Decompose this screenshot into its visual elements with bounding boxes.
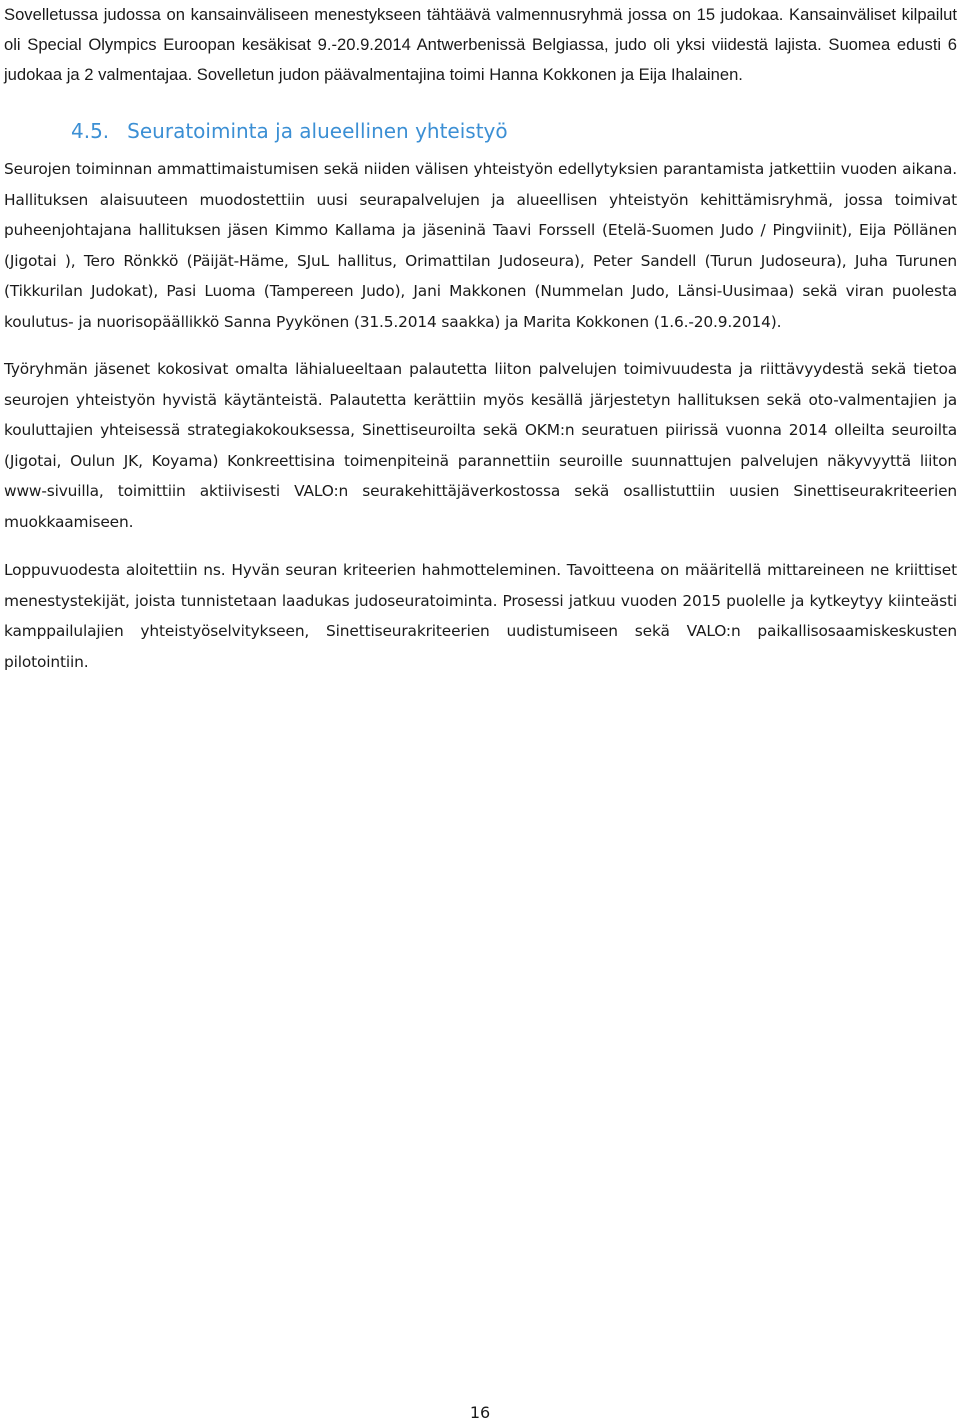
body-paragraph-1: Seurojen toiminnan ammattimaistumisen sekä niiden välisen yhteistyön edellytyksien parantamista jatkettiin vuoden aikana. Hallituksen alaisuuteen muodostettiin uusi seurapalvelujen ja alueellisen yhteistyön kehittämisryhmä, jossa toimivat puheenjohtajana hallituksen jäsen Kimmo Kallama ja jäseninä Taavi Forssell (Etelä-Suomen Judo / Pingviinit), Eija Pöllänen (Jigotai ), Tero Rönkkö (Päijät-Häme, SJuL hallitus, Orimattilan Judoseura), Peter Sandell (Turun Judoseura), Juha Turunen (Tikkurilan Judokat), Pasi Luoma (Tampereen Judo), Jani Makkonen (Nummelan Judo, Länsi-Uusimaa) sekä viran puolesta koulutus- ja nuorisopäällikkö Sanna Pyykönen (31.5.2014 saakka) ja Marita Kokkonen (1.6.-20.9.2014). [4, 160, 957, 331]
section-heading [4, 116, 957, 146]
body-paragraph-3: Loppuvuodesta aloitettiin ns. Hyvän seuran kriteerien hahmotteleminen. Tavoitteena on määritellä mittareineen ne kriittiset menestystekijät, joista tunnistetaan laadukas judoseuratoiminta. Prosessi jatkuu vuoden 2015 puolelle ja kytkeytyy kiinteästi kamppailulajien yhteistyöselvitykseen, Sinettiseurakriteerien uudistumiseen sekä VALO:n paikallisosaamiskeskusten pilotointiin. [4, 561, 957, 671]
body-paragraph-2: Työryhmän jäsenet kokosivat omalta lähialueeltaan palautetta liiton palvelujen toimivuudesta ja riittävyydestä sekä tietoa seurojen yhteistyön hyvistä käytänteistä. Palautetta kerättiin myös kesällä järjestetyn hallituksen sekä oto-valmentajien ja kouluttajien yhteisessä strategiakokouksessa, Sinettiseuroilta sekä OKM:n seuratuen piirissä vuonna 2014 olleilta seuroilta (Jigotai, Oulun JK, Koyama) Konkreettisina toimenpiteinä parannettiin seuroille suunnattujen palvelujen näkyvyyttä liiton www-sivuilla, toimittiin aktiivisesti VALO:n seurakehittäjäverkostossa sekä osallistuttiin uusien Sinettiseurakriteerien muokkaamiseen. [4, 360, 957, 531]
section-number: 4.5. [71, 119, 110, 143]
page-number: 16 [469, 1403, 491, 1422]
intro-paragraph: Sovelletussa judossa on kansainväliseen menestykseen tähtäävä valmennusryhmä jossa on 15 judokaa. Kansainväliset kilpailut oli Special Olympics Euroopan kesäkisat 9.-20.9.2014 Antwerbenissä Belgiassa, judo oli yksi viidestä lajista. Suomea edusti 6 judokaa ja 2 valmentajaa. Sovelletun judon päävalmentajina toimi Hanna Kokkonen ja Eija Ihalainen. [4, 5, 957, 84]
section-title: Seuratoiminta ja alueellinen yhteistyö [127, 119, 508, 143]
